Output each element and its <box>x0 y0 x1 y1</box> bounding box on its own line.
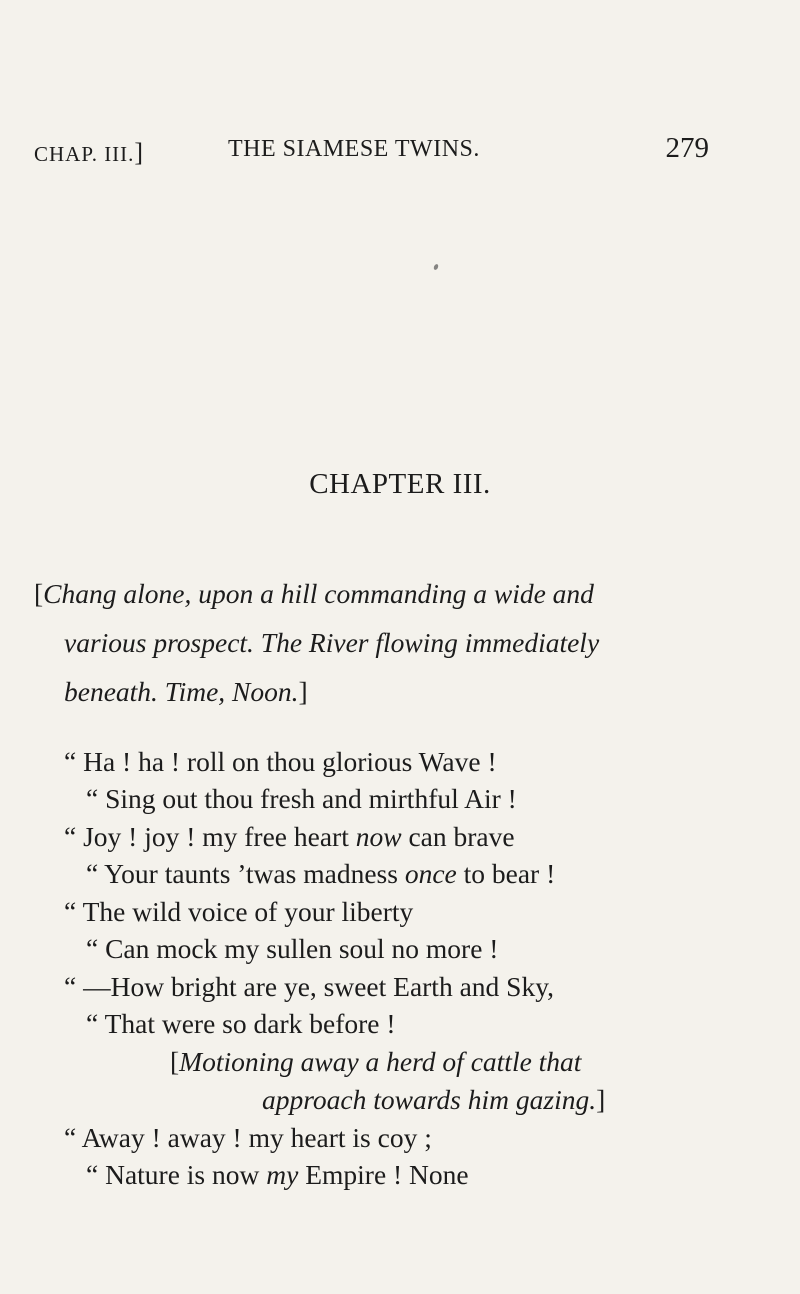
verse-line: “ Away ! away ! my heart is coy ; <box>64 1122 432 1153</box>
page-number: 279 <box>665 132 709 164</box>
verse-line: “ That were so dark before ! <box>86 1008 396 1039</box>
running-head-title: THE SIAMESE TWINS. <box>228 136 480 162</box>
chapter-title: CHAPTER III. <box>309 468 491 500</box>
running-head-bracket: ] <box>134 138 145 167</box>
stage-direction-line: various prospect. The River flowing immediately <box>64 627 600 658</box>
ink-speck <box>433 263 439 270</box>
verse-line: “ —How bright are ye, sweet Earth and Sky, <box>64 971 555 1002</box>
verse-line: “ Nature is now my Empire ! None <box>86 1159 469 1190</box>
running-head-chapter: CHAP. III.] <box>34 138 145 167</box>
verse-line: “ Sing out thou fresh and mirthful Air ! <box>86 783 517 814</box>
verse-line: “ Can mock my sullen soul no more ! <box>86 933 499 964</box>
stage-direction-line: beneath. Time, Noon.] <box>64 676 308 707</box>
verse-line: “ Joy ! joy ! my free heart now can brave <box>64 821 515 852</box>
verse-line: “ The wild voice of your liberty <box>64 896 414 927</box>
verse-line: “ Your taunts ’twas madness once to bear ! <box>86 858 556 889</box>
stage-direction-line: approach towards him gazing.] <box>262 1084 606 1115</box>
verse-line: “ Ha ! ha ! roll on thou glorious Wave ! <box>64 746 497 777</box>
stage-direction-line: [Chang alone, upon a hill commanding a wide and <box>34 578 594 609</box>
stage-direction-line: [Motioning away a herd of cattle that <box>170 1046 582 1077</box>
running-head <box>0 132 800 172</box>
